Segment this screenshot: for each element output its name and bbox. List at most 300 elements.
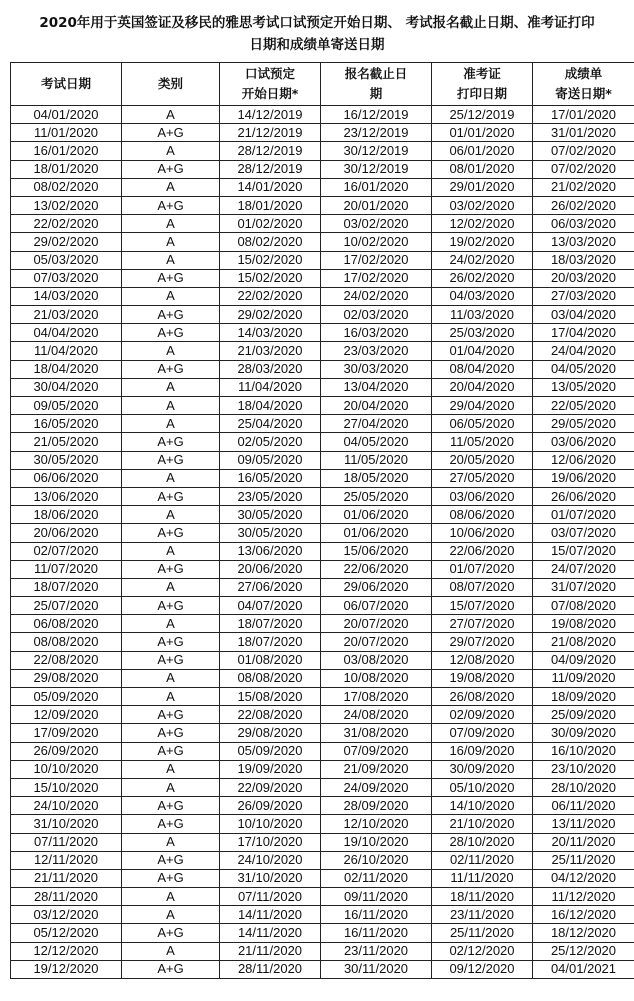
admission-print-cell: 01/04/2020 xyxy=(432,342,533,360)
admission-print-cell: 11/03/2020 xyxy=(432,306,533,324)
table-row xyxy=(11,142,634,160)
table-row xyxy=(11,360,634,378)
exam-date-cell: 21/11/2020 xyxy=(11,869,122,887)
category-cell: A+G xyxy=(122,306,220,324)
header-line-1: 报名截止日 xyxy=(344,66,408,81)
admission-print-cell: 21/10/2020 xyxy=(432,815,533,833)
category-cell: A xyxy=(122,669,220,687)
category-cell: A+G xyxy=(122,851,220,869)
table-row xyxy=(11,469,634,487)
speaking-start-cell: 28/12/2019 xyxy=(220,142,321,160)
category-cell: A xyxy=(122,378,220,396)
category-cell: A xyxy=(122,942,220,960)
header-line-2: 开始日期* xyxy=(241,86,299,101)
exam-date-cell: 11/07/2020 xyxy=(11,560,122,578)
table-row xyxy=(11,506,634,524)
speaking-start-cell: 01/08/2020 xyxy=(220,651,321,669)
exam-date-cell: 08/02/2020 xyxy=(11,178,122,196)
result-dispatch-cell: 17/01/2020 xyxy=(533,106,634,124)
admission-print-cell: 25/11/2020 xyxy=(432,924,533,942)
result-dispatch-cell: 04/09/2020 xyxy=(533,651,634,669)
exam-date-cell: 13/06/2020 xyxy=(11,487,122,505)
exam-date-cell: 03/12/2020 xyxy=(11,906,122,924)
result-dispatch-cell: 01/07/2020 xyxy=(533,506,634,524)
speaking-start-cell: 22/02/2020 xyxy=(220,287,321,305)
category-cell: A+G xyxy=(122,451,220,469)
registration-deadline-cell: 18/05/2020 xyxy=(321,469,432,487)
table-row xyxy=(11,960,634,978)
speaking-start-cell: 08/02/2020 xyxy=(220,233,321,251)
registration-deadline-cell: 24/09/2020 xyxy=(321,778,432,796)
result-dispatch-cell: 24/07/2020 xyxy=(533,560,634,578)
admission-print-cell: 29/04/2020 xyxy=(432,397,533,415)
speaking-start-cell: 21/12/2019 xyxy=(220,124,321,142)
table-row xyxy=(11,851,634,869)
speaking-start-cell: 20/06/2020 xyxy=(220,560,321,578)
speaking-start-cell: 21/03/2020 xyxy=(220,342,321,360)
exam-date-cell: 15/10/2020 xyxy=(11,778,122,796)
table-row xyxy=(11,306,634,324)
result-dispatch-cell: 26/06/2020 xyxy=(533,487,634,505)
result-dispatch-cell: 04/12/2020 xyxy=(533,869,634,887)
speaking-start-cell: 17/10/2020 xyxy=(220,833,321,851)
registration-deadline-cell: 16/03/2020 xyxy=(321,324,432,342)
admission-print-cell: 04/03/2020 xyxy=(432,287,533,305)
exam-date-cell: 28/11/2020 xyxy=(11,888,122,906)
registration-deadline-cell: 20/07/2020 xyxy=(321,615,432,633)
registration-deadline-cell: 23/11/2020 xyxy=(321,942,432,960)
header-exam-date xyxy=(11,63,122,106)
result-dispatch-cell: 03/07/2020 xyxy=(533,524,634,542)
category-cell: A xyxy=(122,251,220,269)
registration-deadline-cell: 17/02/2020 xyxy=(321,251,432,269)
header-result-dispatch-date xyxy=(533,63,634,106)
table-row xyxy=(11,906,634,924)
header-line-2: 期 xyxy=(369,86,383,101)
header-registration-deadline xyxy=(321,63,432,106)
result-dispatch-cell: 18/12/2020 xyxy=(533,924,634,942)
table-row xyxy=(11,615,634,633)
admission-print-cell: 20/04/2020 xyxy=(432,378,533,396)
category-cell: A+G xyxy=(122,869,220,887)
result-dispatch-cell: 07/02/2020 xyxy=(533,142,634,160)
speaking-start-cell: 28/03/2020 xyxy=(220,360,321,378)
exam-date-cell: 11/01/2020 xyxy=(11,124,122,142)
admission-print-cell: 08/01/2020 xyxy=(432,160,533,178)
registration-deadline-cell: 16/11/2020 xyxy=(321,906,432,924)
admission-print-cell: 19/02/2020 xyxy=(432,233,533,251)
result-dispatch-cell: 24/04/2020 xyxy=(533,342,634,360)
table-row xyxy=(11,378,634,396)
table-row xyxy=(11,760,634,778)
result-dispatch-cell: 25/09/2020 xyxy=(533,706,634,724)
document-title xyxy=(8,8,626,62)
speaking-start-cell: 15/08/2020 xyxy=(220,688,321,706)
category-cell: A+G xyxy=(122,124,220,142)
result-dispatch-cell: 28/10/2020 xyxy=(533,778,634,796)
registration-deadline-cell: 15/06/2020 xyxy=(321,542,432,560)
admission-print-cell: 26/08/2020 xyxy=(432,688,533,706)
result-dispatch-cell: 21/08/2020 xyxy=(533,633,634,651)
admission-print-cell: 29/07/2020 xyxy=(432,633,533,651)
category-cell: A+G xyxy=(122,815,220,833)
registration-deadline-cell: 24/02/2020 xyxy=(321,287,432,305)
table-body xyxy=(11,106,634,979)
table-row xyxy=(11,724,634,742)
table-row xyxy=(11,833,634,851)
category-cell: A xyxy=(122,833,220,851)
result-dispatch-cell: 27/03/2020 xyxy=(533,287,634,305)
result-dispatch-cell: 29/05/2020 xyxy=(533,415,634,433)
result-dispatch-cell: 13/11/2020 xyxy=(533,815,634,833)
speaking-start-cell: 18/07/2020 xyxy=(220,615,321,633)
table-row xyxy=(11,233,634,251)
speaking-start-cell: 04/07/2020 xyxy=(220,597,321,615)
exam-date-cell: 05/03/2020 xyxy=(11,251,122,269)
exam-date-cell: 19/12/2020 xyxy=(11,960,122,978)
table-row xyxy=(11,560,634,578)
registration-deadline-cell: 24/08/2020 xyxy=(321,706,432,724)
result-dispatch-cell: 18/09/2020 xyxy=(533,688,634,706)
result-dispatch-cell: 07/02/2020 xyxy=(533,160,634,178)
admission-print-cell: 10/06/2020 xyxy=(432,524,533,542)
registration-deadline-cell: 06/07/2020 xyxy=(321,597,432,615)
admission-print-cell: 16/09/2020 xyxy=(432,742,533,760)
registration-deadline-cell: 10/08/2020 xyxy=(321,669,432,687)
exam-date-cell: 12/12/2020 xyxy=(11,942,122,960)
registration-deadline-cell: 17/08/2020 xyxy=(321,688,432,706)
registration-deadline-cell: 29/06/2020 xyxy=(321,578,432,596)
category-cell: A xyxy=(122,415,220,433)
category-cell: A xyxy=(122,342,220,360)
exam-date-cell: 24/10/2020 xyxy=(11,797,122,815)
category-cell: A xyxy=(122,397,220,415)
table-row xyxy=(11,196,634,214)
table-row xyxy=(11,269,634,287)
exam-date-cell: 02/07/2020 xyxy=(11,542,122,560)
registration-deadline-cell: 16/01/2020 xyxy=(321,178,432,196)
admission-print-cell: 08/07/2020 xyxy=(432,578,533,596)
header-category xyxy=(122,63,220,106)
speaking-start-cell: 18/04/2020 xyxy=(220,397,321,415)
table-row xyxy=(11,778,634,796)
table-row xyxy=(11,397,634,415)
speaking-start-cell: 22/09/2020 xyxy=(220,778,321,796)
admission-print-cell: 09/12/2020 xyxy=(432,960,533,978)
speaking-start-cell: 23/05/2020 xyxy=(220,487,321,505)
table-row xyxy=(11,251,634,269)
exam-date-cell: 29/08/2020 xyxy=(11,669,122,687)
exam-date-cell: 22/02/2020 xyxy=(11,215,122,233)
table-row xyxy=(11,942,634,960)
category-cell: A+G xyxy=(122,924,220,942)
category-cell: A+G xyxy=(122,960,220,978)
admission-print-cell: 12/08/2020 xyxy=(432,651,533,669)
header-line-1: 口试预定 xyxy=(244,66,295,81)
admission-print-cell: 27/07/2020 xyxy=(432,615,533,633)
header-line-1: 准考证 xyxy=(463,66,501,81)
registration-deadline-cell: 19/10/2020 xyxy=(321,833,432,851)
registration-deadline-cell: 02/03/2020 xyxy=(321,306,432,324)
result-dispatch-cell: 04/01/2021 xyxy=(533,960,634,978)
category-cell: A xyxy=(122,906,220,924)
exam-date-cell: 05/09/2020 xyxy=(11,688,122,706)
admission-print-cell: 18/11/2020 xyxy=(432,888,533,906)
registration-deadline-cell: 02/11/2020 xyxy=(321,869,432,887)
exam-date-cell: 07/03/2020 xyxy=(11,269,122,287)
exam-date-cell: 30/05/2020 xyxy=(11,451,122,469)
admission-print-cell: 08/04/2020 xyxy=(432,360,533,378)
speaking-start-cell: 13/06/2020 xyxy=(220,542,321,560)
category-cell: A xyxy=(122,106,220,124)
category-cell: A xyxy=(122,688,220,706)
registration-deadline-cell: 09/11/2020 xyxy=(321,888,432,906)
registration-deadline-cell: 23/12/2019 xyxy=(321,124,432,142)
exam-date-cell: 18/07/2020 xyxy=(11,578,122,596)
exam-date-cell: 26/09/2020 xyxy=(11,742,122,760)
exam-schedule-table xyxy=(10,62,634,979)
result-dispatch-cell: 13/05/2020 xyxy=(533,378,634,396)
result-dispatch-cell: 20/11/2020 xyxy=(533,833,634,851)
table-row xyxy=(11,815,634,833)
registration-deadline-cell: 30/12/2019 xyxy=(321,160,432,178)
category-cell: A+G xyxy=(122,269,220,287)
admission-print-cell: 26/02/2020 xyxy=(432,269,533,287)
table-row xyxy=(11,706,634,724)
result-dispatch-cell: 06/11/2020 xyxy=(533,797,634,815)
title-line-1: 2020年用于英国签证及移民的雅思考试口试预定开始日期、 考试报名截止日期、准考证打印 xyxy=(39,15,595,31)
category-cell: A+G xyxy=(122,324,220,342)
registration-deadline-cell: 16/12/2019 xyxy=(321,106,432,124)
registration-deadline-cell: 01/06/2020 xyxy=(321,524,432,542)
exam-date-cell: 05/12/2020 xyxy=(11,924,122,942)
admission-print-cell: 22/06/2020 xyxy=(432,542,533,560)
admission-print-cell: 06/01/2020 xyxy=(432,142,533,160)
speaking-start-cell: 25/04/2020 xyxy=(220,415,321,433)
admission-print-cell: 20/05/2020 xyxy=(432,451,533,469)
exam-date-cell: 09/05/2020 xyxy=(11,397,122,415)
result-dispatch-cell: 19/08/2020 xyxy=(533,615,634,633)
admission-print-cell: 06/05/2020 xyxy=(432,415,533,433)
exam-date-cell: 06/08/2020 xyxy=(11,615,122,633)
speaking-start-cell: 29/08/2020 xyxy=(220,724,321,742)
table-row xyxy=(11,888,634,906)
result-dispatch-cell: 25/12/2020 xyxy=(533,942,634,960)
result-dispatch-cell: 23/10/2020 xyxy=(533,760,634,778)
speaking-start-cell: 01/02/2020 xyxy=(220,215,321,233)
table-row xyxy=(11,597,634,615)
registration-deadline-cell: 07/09/2020 xyxy=(321,742,432,760)
speaking-start-cell: 19/09/2020 xyxy=(220,760,321,778)
category-cell: A+G xyxy=(122,597,220,615)
exam-date-cell: 22/08/2020 xyxy=(11,651,122,669)
registration-deadline-cell: 26/10/2020 xyxy=(321,851,432,869)
header-line-2: 打印日期 xyxy=(456,86,507,101)
registration-deadline-cell: 30/11/2020 xyxy=(321,960,432,978)
result-dispatch-cell: 16/10/2020 xyxy=(533,742,634,760)
table-row xyxy=(11,688,634,706)
header-row xyxy=(11,63,634,106)
speaking-start-cell: 31/10/2020 xyxy=(220,869,321,887)
table-row xyxy=(11,324,634,342)
exam-date-cell: 08/08/2020 xyxy=(11,633,122,651)
table-row xyxy=(11,342,634,360)
exam-date-cell: 11/04/2020 xyxy=(11,342,122,360)
admission-print-cell: 15/07/2020 xyxy=(432,597,533,615)
result-dispatch-cell: 11/12/2020 xyxy=(533,888,634,906)
admission-print-cell: 25/03/2020 xyxy=(432,324,533,342)
category-cell: A+G xyxy=(122,706,220,724)
exam-date-cell: 14/03/2020 xyxy=(11,287,122,305)
admission-print-cell: 28/10/2020 xyxy=(432,833,533,851)
speaking-start-cell: 30/05/2020 xyxy=(220,506,321,524)
speaking-start-cell: 02/05/2020 xyxy=(220,433,321,451)
speaking-start-cell: 14/11/2020 xyxy=(220,924,321,942)
exam-date-cell: 10/10/2020 xyxy=(11,760,122,778)
exam-date-cell: 17/09/2020 xyxy=(11,724,122,742)
category-cell: A+G xyxy=(122,160,220,178)
registration-deadline-cell: 13/04/2020 xyxy=(321,378,432,396)
registration-deadline-cell: 30/03/2020 xyxy=(321,360,432,378)
result-dispatch-cell: 11/09/2020 xyxy=(533,669,634,687)
result-dispatch-cell: 03/04/2020 xyxy=(533,306,634,324)
speaking-start-cell: 15/02/2020 xyxy=(220,269,321,287)
result-dispatch-cell: 20/03/2020 xyxy=(533,269,634,287)
speaking-start-cell: 14/03/2020 xyxy=(220,324,321,342)
result-dispatch-cell: 21/02/2020 xyxy=(533,178,634,196)
speaking-start-cell: 22/08/2020 xyxy=(220,706,321,724)
exam-date-cell: 12/09/2020 xyxy=(11,706,122,724)
result-dispatch-cell: 03/06/2020 xyxy=(533,433,634,451)
speaking-start-cell: 15/02/2020 xyxy=(220,251,321,269)
speaking-start-cell: 07/11/2020 xyxy=(220,888,321,906)
result-dispatch-cell: 31/07/2020 xyxy=(533,578,634,596)
result-dispatch-cell: 13/03/2020 xyxy=(533,233,634,251)
speaking-start-cell: 10/10/2020 xyxy=(220,815,321,833)
admission-print-cell: 05/10/2020 xyxy=(432,778,533,796)
registration-deadline-cell: 01/06/2020 xyxy=(321,506,432,524)
exam-date-cell: 13/02/2020 xyxy=(11,196,122,214)
category-cell: A+G xyxy=(122,360,220,378)
speaking-start-cell: 18/01/2020 xyxy=(220,196,321,214)
result-dispatch-cell: 26/02/2020 xyxy=(533,196,634,214)
exam-date-cell: 07/11/2020 xyxy=(11,833,122,851)
table-row xyxy=(11,578,634,596)
category-cell: A xyxy=(122,287,220,305)
category-cell: A xyxy=(122,506,220,524)
header-line-1: 考试日期 xyxy=(40,76,91,91)
exam-date-cell: 20/06/2020 xyxy=(11,524,122,542)
admission-print-cell: 03/06/2020 xyxy=(432,487,533,505)
exam-date-cell: 04/01/2020 xyxy=(11,106,122,124)
admission-print-cell: 03/02/2020 xyxy=(432,196,533,214)
header-line-1: 类别 xyxy=(157,76,183,91)
registration-deadline-cell: 22/06/2020 xyxy=(321,560,432,578)
admission-print-cell: 08/06/2020 xyxy=(432,506,533,524)
table-row xyxy=(11,124,634,142)
admission-print-cell: 27/05/2020 xyxy=(432,469,533,487)
table-header xyxy=(11,63,634,106)
admission-print-cell: 07/09/2020 xyxy=(432,724,533,742)
category-cell: A+G xyxy=(122,651,220,669)
table-row xyxy=(11,433,634,451)
admission-print-cell: 02/09/2020 xyxy=(432,706,533,724)
exam-date-cell: 25/07/2020 xyxy=(11,597,122,615)
registration-deadline-cell: 04/05/2020 xyxy=(321,433,432,451)
table-row xyxy=(11,524,634,542)
registration-deadline-cell: 16/11/2020 xyxy=(321,924,432,942)
speaking-start-cell: 09/05/2020 xyxy=(220,451,321,469)
speaking-start-cell: 18/07/2020 xyxy=(220,633,321,651)
registration-deadline-cell: 31/08/2020 xyxy=(321,724,432,742)
category-cell: A+G xyxy=(122,433,220,451)
result-dispatch-cell: 19/06/2020 xyxy=(533,469,634,487)
admission-print-cell: 02/11/2020 xyxy=(432,851,533,869)
header-admission-print-date xyxy=(432,63,533,106)
registration-deadline-cell: 20/01/2020 xyxy=(321,196,432,214)
speaking-start-cell: 27/06/2020 xyxy=(220,578,321,596)
category-cell: A+G xyxy=(122,524,220,542)
registration-deadline-cell: 27/04/2020 xyxy=(321,415,432,433)
result-dispatch-cell: 18/03/2020 xyxy=(533,251,634,269)
category-cell: A xyxy=(122,760,220,778)
result-dispatch-cell: 17/04/2020 xyxy=(533,324,634,342)
category-cell: A xyxy=(122,215,220,233)
result-dispatch-cell: 15/07/2020 xyxy=(533,542,634,560)
speaking-start-cell: 05/09/2020 xyxy=(220,742,321,760)
speaking-start-cell: 28/11/2020 xyxy=(220,960,321,978)
registration-deadline-cell: 21/09/2020 xyxy=(321,760,432,778)
speaking-start-cell: 11/04/2020 xyxy=(220,378,321,396)
exam-date-cell: 18/01/2020 xyxy=(11,160,122,178)
result-dispatch-cell: 16/12/2020 xyxy=(533,906,634,924)
exam-date-cell: 21/05/2020 xyxy=(11,433,122,451)
category-cell: A xyxy=(122,233,220,251)
exam-date-cell: 21/03/2020 xyxy=(11,306,122,324)
table-row xyxy=(11,287,634,305)
speaking-start-cell: 21/11/2020 xyxy=(220,942,321,960)
speaking-start-cell: 30/05/2020 xyxy=(220,524,321,542)
registration-deadline-cell: 23/03/2020 xyxy=(321,342,432,360)
header-line-1: 成绩单 xyxy=(564,66,603,81)
exam-date-cell: 06/06/2020 xyxy=(11,469,122,487)
speaking-start-cell: 14/11/2020 xyxy=(220,906,321,924)
registration-deadline-cell: 12/10/2020 xyxy=(321,815,432,833)
category-cell: A xyxy=(122,888,220,906)
registration-deadline-cell: 03/08/2020 xyxy=(321,651,432,669)
category-cell: A+G xyxy=(122,724,220,742)
registration-deadline-cell: 11/05/2020 xyxy=(321,451,432,469)
category-cell: A+G xyxy=(122,633,220,651)
registration-deadline-cell: 30/12/2019 xyxy=(321,142,432,160)
result-dispatch-cell: 07/08/2020 xyxy=(533,597,634,615)
speaking-start-cell: 24/10/2020 xyxy=(220,851,321,869)
admission-print-cell: 30/09/2020 xyxy=(432,760,533,778)
category-cell: A xyxy=(122,615,220,633)
speaking-start-cell: 08/08/2020 xyxy=(220,669,321,687)
exam-date-cell: 29/02/2020 xyxy=(11,233,122,251)
result-dispatch-cell: 30/09/2020 xyxy=(533,724,634,742)
result-dispatch-cell: 06/03/2020 xyxy=(533,215,634,233)
exam-date-cell: 16/01/2020 xyxy=(11,142,122,160)
category-cell: A xyxy=(122,142,220,160)
admission-print-cell: 12/02/2020 xyxy=(432,215,533,233)
admission-print-cell: 23/11/2020 xyxy=(432,906,533,924)
table-row xyxy=(11,742,634,760)
speaking-start-cell: 14/12/2019 xyxy=(220,106,321,124)
table-row xyxy=(11,651,634,669)
category-cell: A+G xyxy=(122,487,220,505)
